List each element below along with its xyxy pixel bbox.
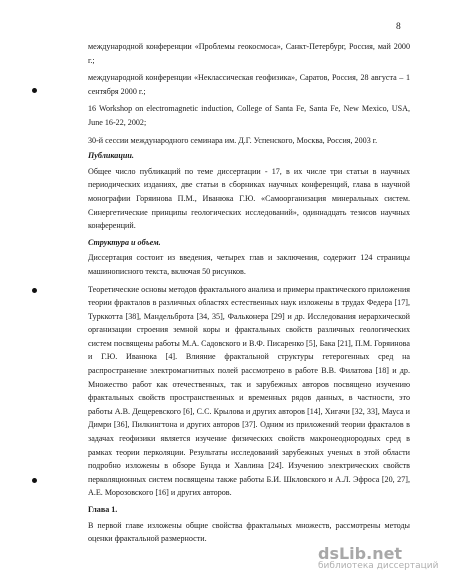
chapter-heading: Глава 1. xyxy=(88,505,118,514)
watermark xyxy=(318,544,438,571)
watermark-subtitle: библиотека диссертаций xyxy=(318,561,439,571)
document-body xyxy=(88,40,410,546)
literature-review-text: Теоретические основы методов фрактального анализа и примеры практического приложения теории фракталов в различных областях естественных наук изложены в трудах Федера [17], Турккотта [38], Мандельброта [34, 35], Фальконера [29] и др. Исследования иерархической организации строения земной коры и фрактальных свойств различных геологических систем посвящены работы М.А. Садовского и В.Ф. Писаренко [5], Бака [21], П.М. Горяинова и Г.Ю. Иванюка [4]. Влияние фрактальной структуры гетерогенных сред на распространение электромагнитных полей рассмотрено в работе В.В. Филатова [18] и др. Множество работ как отечественных, так и зарубежных авторов посвящено изучению фрактальных свойств пространственных и временных рядов данных, в частности, это работы А.В. Дещеревского [6], С.С. Крылова и других авторов [14], Хигачи [32, 33], Мауса и Димри [36], Пилкингтона и других авторов [37]. Одним из приложений теории фракталов в задачах геофизики является изучение физических свойств макронеоднородных сред в рамках теории перколяции. Результаты исследований зарубежных ученых в этой области подробно изложены в обзоре Бунда и Хавлина [24]. Изучению электрических свойств перколяционных систем посвящены также работы Б.И. Шкловского и А.Л. Эфроса [20, 27], А.Е. Морозовского [16] и других авторов. xyxy=(88,284,410,498)
watermark-logo: dsLib.net xyxy=(318,544,403,563)
conference-item-3: 16 Workshop on electromagnetic induction, College of Santa Fe, Santa Fe, New Mexico, USA, June 16-22, 2002; xyxy=(88,104,410,127)
structure-text: Диссертация состоит из введения, четырех глав и заключения, содержит 124 страницы машинописного текста, включая 50 рисунков. xyxy=(88,253,410,276)
conference-item-4: 30-й сессии международного семинара им. Д.Г. Успенского, Москва, Россия, 2003 г. xyxy=(88,135,378,145)
page-number: 8 xyxy=(396,22,401,32)
margin-bullet-1 xyxy=(32,88,37,93)
margin-bullet-3 xyxy=(32,478,37,483)
publications-heading: Публикации. xyxy=(88,151,134,161)
publications-text: Общее число публикаций по теме диссертации - 17, в их числе три статьи в научных периодических изданиях, две статьи в сборниках научных конференций, глава в научной монографии Горяинова П.М., Иванюка Г.Ю. «Самоорганизация минеральных систем. Синергетические принципы геологических исследований», одиннадцать тезисов научных конференций. xyxy=(88,166,410,231)
conference-item-2: международной конференции «Неклассическая геофизика», Саратов, Россия, 28 августа – 1 сентября 2000 г.; xyxy=(88,73,410,96)
conference-item-1: международной конференции «Проблемы геокосмоса», Санкт-Петербург, Россия, май 2000 г.; xyxy=(88,42,410,65)
margin-bullet-2 xyxy=(32,288,37,293)
structure-heading: Структура и объем. xyxy=(88,237,161,247)
chapter-text: В первой главе изложены общие свойства фрактальных множеств, рассмотрены методы оценки фрактальной размерности. xyxy=(88,520,410,544)
